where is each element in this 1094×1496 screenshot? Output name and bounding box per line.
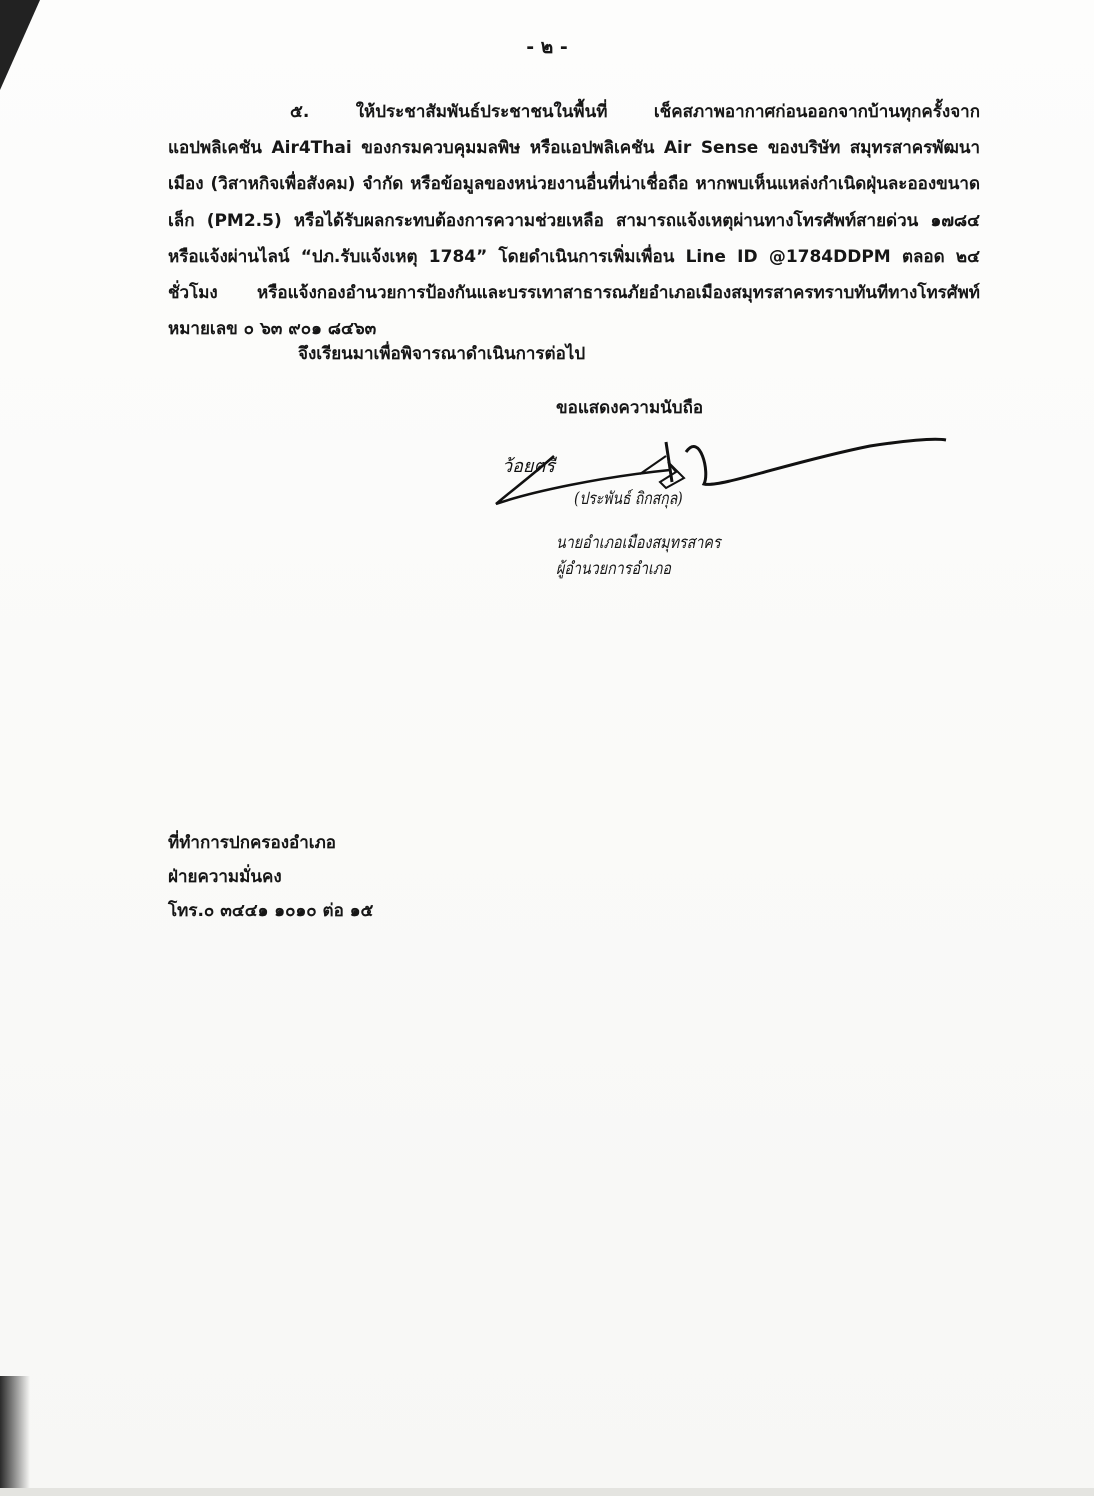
office-name: ที่ทำการปกครองอำเภอ bbox=[168, 833, 337, 853]
office-division: ฝ่ายความมั่นคง bbox=[168, 867, 282, 887]
closing-sentence: จึงเรียนมาเพื่อพิจารณาดำเนินการต่อไป bbox=[298, 344, 586, 364]
complimentary-close: ขอแสดงความนับถือ bbox=[556, 398, 704, 418]
scan-edge-shadow bbox=[0, 1376, 30, 1496]
body-paragraph-text: ๕. ให้ประชาสัมพันธ์ประชาชนในพื้นที่ เช็คสภาพอากาศก่อนออกจากบ้านทุกครั้งจากแอปพลิเคชัน Air4Thai ของกรมควบคุมมลพิษ หรือแอปพลิเคชัน Air Sense ของบริษัท สมุทรสาครพัฒนาเมือง (วิสาหกิจเพื่อสังคม) จำกัด หรือข้อมูลของหน่วยงานอื่นที่น่าเชื่อถือ หากพบเห็นแหล่งกำเนิดฝุ่นละอองขนาดเล็ก (PM2.5) หรือได้รับผลกระทบต้องการความช่วยเหลือ สามารถแจ้งเหตุผ่านทางโทรศัพท์สายด่วน ๑๗๘๔ หรือแจ้งผ่านไลน์ “ปภ.รับแจ้งเหตุ 1784” โดยดำเนินการเพิ่มเพื่อน Line ID @1784DDPM ตลอด ๒๔ ชั่วโมง หรือแจ้งกองอำนวยการป้องกันและบรรเทาสาธารณภัยอำเภอเมืองสมุทรสาครทราบทันทีทางโทรศัพท์ หมายเลข ๐ ๖๓ ๙๐๑ ๘๔๖๓ bbox=[168, 102, 980, 340]
office-phone: โทร.๐ ๓๔๔๑ ๑๐๑๐ ต่อ ๑๕ bbox=[168, 901, 374, 921]
signer-name: (ประพันธ์ ถิกสกุล) bbox=[574, 489, 683, 509]
body-paragraph-item-5 bbox=[168, 94, 980, 347]
office-contact-block bbox=[168, 826, 373, 928]
signer-title-line-1: นายอำเภอเมืองสมุทรสาคร bbox=[556, 533, 721, 553]
signer-title bbox=[556, 530, 721, 582]
scan-bottom-edge bbox=[0, 1488, 1094, 1496]
handwritten-signature bbox=[490, 432, 960, 522]
page-number: - ๒ - bbox=[526, 36, 568, 58]
signature-rank-text: ว้อยตรี bbox=[502, 456, 555, 477]
signer-title-line-2: ผู้อำนวยการอำเภอ bbox=[556, 559, 671, 579]
